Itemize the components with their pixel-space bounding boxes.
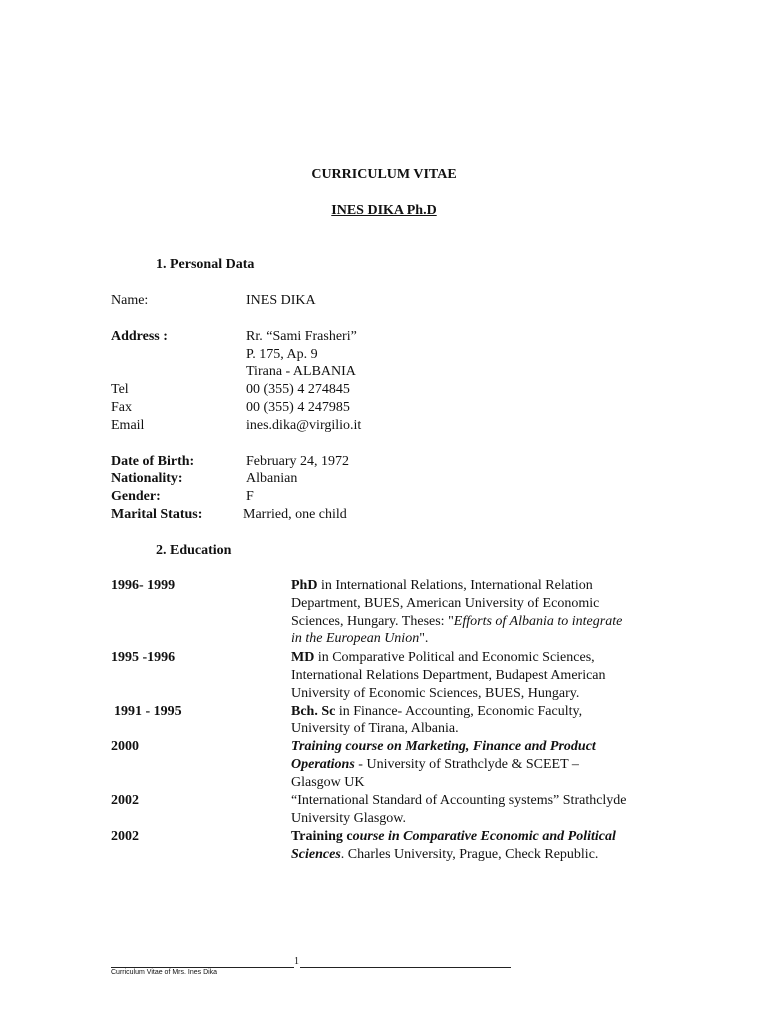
page-number: 1 <box>294 956 299 967</box>
edu-date: 2002 <box>111 829 139 844</box>
edu-line <box>291 613 622 631</box>
edu-line <box>291 703 582 721</box>
document-title: CURRICULUM VITAE <box>311 167 457 182</box>
degree: PhD <box>291 578 318 593</box>
edu-line <box>291 756 579 774</box>
email-label: Email <box>111 418 145 433</box>
footer-caption: Curriculum Vitae of Mrs. Ines Dika <box>111 969 218 976</box>
personal-data-heading: 1. Personal Data <box>156 257 255 272</box>
nationality-label: Nationality: <box>111 471 183 486</box>
footer-rule-left <box>111 967 294 968</box>
address-line-3: Tirana - ALBANIA <box>246 364 356 379</box>
dob-label: Date of Birth: <box>111 454 195 469</box>
address-line-2: P. 175, Ap. 9 <box>246 347 318 362</box>
thesis-title: Efforts of Albania to integrate <box>453 614 623 629</box>
edu-text: Sciences, Hungary. Theses: " <box>291 614 454 629</box>
nationality-value: Albanian <box>246 471 298 486</box>
course-title: Training c <box>291 829 353 844</box>
thesis-title: in the European Union <box>291 631 420 646</box>
edu-text: - University of Strathclyde & SCEET – <box>354 757 579 772</box>
gender-label: Gender: <box>111 489 161 504</box>
tel-value: 00 (355) 4 274845 <box>246 382 350 397</box>
fax-value: 00 (355) 4 247985 <box>246 400 350 415</box>
tel-label: Tel <box>111 382 129 397</box>
edu-text: in Comparative Political and Economic Sciences, <box>314 650 595 665</box>
course-title: Operations <box>291 757 355 772</box>
gender-value: F <box>246 489 254 504</box>
name-value: INES DIKA <box>246 293 316 308</box>
edu-line: University of Economic Sciences, BUES, Hungary. <box>291 686 580 701</box>
edu-date: 1996- 1999 <box>111 578 176 593</box>
edu-line <box>291 577 593 595</box>
name-label: Name: <box>111 293 149 308</box>
edu-line <box>291 846 598 864</box>
email-value: ines.dika@virgilio.it <box>246 418 362 433</box>
edu-date: 2000 <box>111 739 139 754</box>
edu-line: International Relations Department, Budapest American <box>291 668 606 683</box>
marital-value: Married, one child <box>243 507 347 522</box>
address-line-1: Rr. “Sami Frasheri” <box>246 329 357 344</box>
edu-date: 1995 -1996 <box>111 650 176 665</box>
edu-line: University of Tirana, Albania. <box>291 721 459 736</box>
document-subtitle <box>0 202 768 220</box>
course-title: ourse in Comparative Economic and Political <box>352 829 616 844</box>
footer-rule-right <box>300 967 511 968</box>
edu-line: Glasgow UK <box>291 775 365 790</box>
degree: Bch. Sc <box>291 704 336 719</box>
education-heading: 2. Education <box>156 543 232 558</box>
edu-line <box>291 630 428 648</box>
subtitle-text: INES DIKA Ph.D <box>331 203 437 218</box>
edu-line <box>291 828 616 846</box>
edu-date: 2002 <box>111 793 139 808</box>
edu-text: ". <box>419 631 429 646</box>
edu-text: . Charles University, Prague, Check Republic. <box>340 847 599 862</box>
edu-date: 1991 - 1995 <box>114 704 182 719</box>
edu-text: in Finance- Accounting, Economic Faculty, <box>335 704 583 719</box>
edu-line: Department, BUES, American University of Economic <box>291 596 600 611</box>
dob-value: February 24, 1972 <box>246 454 350 469</box>
edu-text: in International Relations, International Relation <box>317 578 593 593</box>
course-title: Sciences <box>291 847 341 862</box>
degree: MD <box>291 650 315 665</box>
edu-line: Training course on Marketing, Finance and Product <box>291 739 596 754</box>
address-label: Address : <box>111 329 168 344</box>
edu-line: “International Standard of Accounting systems” Strathclyde <box>291 793 627 808</box>
fax-label: Fax <box>111 400 132 415</box>
marital-label: Marital Status: <box>111 507 203 522</box>
edu-line: University Glasgow. <box>291 811 406 826</box>
edu-line <box>291 649 595 667</box>
